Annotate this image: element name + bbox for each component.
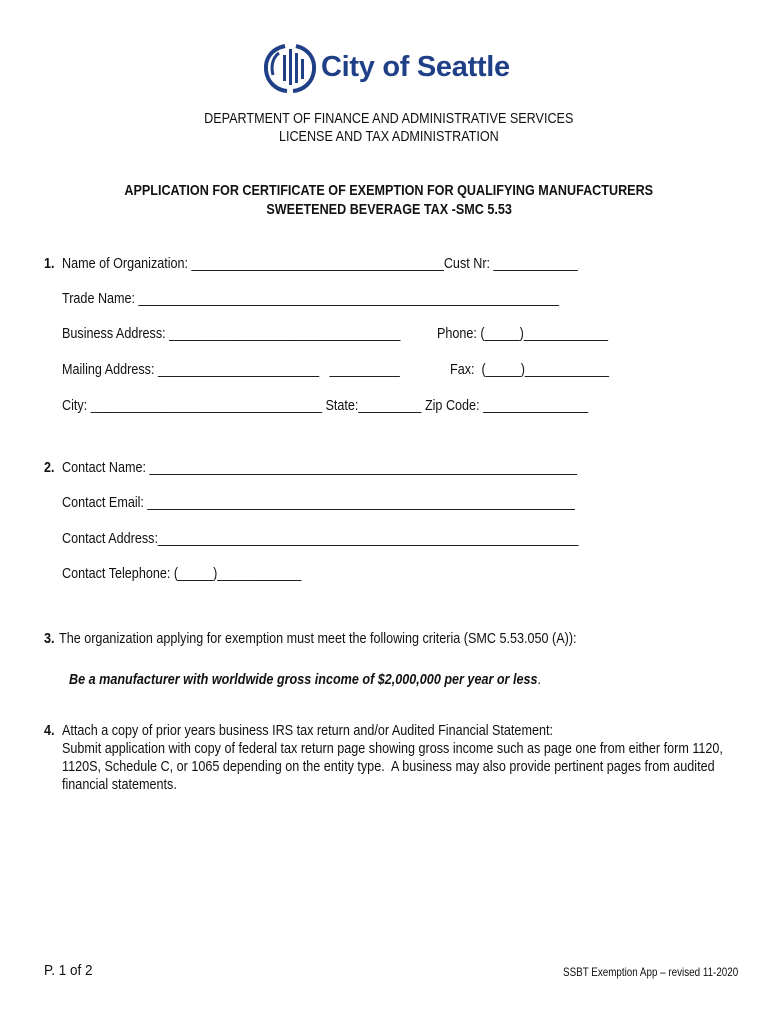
organization-name-field[interactable]: Name of Organization: ____________________________________Cust Nr: ____________	[62, 255, 578, 272]
contact-name-field[interactable]: Contact Name: _____________________________________________________________	[62, 459, 577, 476]
criteria-intro-text: The organization applying for exemption must meet the following criteria (SMC 5.53.050 (A)):	[59, 630, 577, 647]
mailing-address-field[interactable]: Mailing Address: _______________________ __________	[62, 361, 400, 378]
criteria-emphasis: Be a manufacturer with worldwide gross income of $2,000,000 per year or less	[69, 671, 538, 688]
section-1-number: 1.	[44, 255, 55, 272]
contact-address-field[interactable]: Contact Address:____________________________________________________________	[62, 530, 579, 547]
attachment-instruction: Attach a copy of prior years business IRS tax return and/or Audited Financial Statement:	[62, 722, 553, 739]
division-heading: LICENSE AND TAX ADMINISTRATION	[279, 128, 500, 145]
phone-field[interactable]: Phone: (_____)____________	[437, 325, 608, 342]
attachment-detail-line3: financial statements.	[62, 776, 177, 793]
contact-telephone-field[interactable]: Contact Telephone: (_____)____________	[62, 565, 302, 582]
criteria-period: .	[537, 671, 541, 688]
business-address-field[interactable]: Business Address: _________________________________	[62, 325, 401, 342]
criteria-statement	[62, 654, 541, 688]
revision-note: SSBT Exemption App – revised 11-2020	[563, 965, 739, 979]
page-number: P. 1 of 2	[44, 962, 93, 979]
section-2-number: 2.	[44, 459, 55, 476]
department-heading: DEPARTMENT OF FINANCE AND ADMINISTRATIVE SERVICES	[204, 110, 574, 127]
city-seal-logo-icon	[263, 43, 318, 93]
fax-field[interactable]: Fax: (_____)____________	[450, 361, 610, 378]
form-title-line1: APPLICATION FOR CERTIFICATE OF EXEMPTION FOR QUALIFYING MANUFACTURERS	[124, 182, 654, 199]
trade-name-field[interactable]: Trade Name: ____________________________________________________________	[62, 290, 560, 307]
logo-text: City of Seattle	[321, 51, 510, 83]
form-title-line2: SWEETENED BEVERAGE TAX -SMC 5.53	[266, 201, 512, 218]
attachment-detail-line1: Submit application with copy of federal tax return page showing gross income such as page one from either form 1120,	[62, 740, 723, 757]
attachment-detail-line2: 1120S, Schedule C, or 1065 depending on the entity type. A business may also provide pertinent pages from audited	[62, 758, 715, 775]
city-state-zip-field[interactable]: City: _________________________________ State:_________ Zip Code: _______________	[62, 397, 589, 414]
section-3-number: 3.	[44, 630, 55, 647]
section-4-number: 4.	[44, 722, 55, 739]
contact-email-field[interactable]: Contact Email: _____________________________________________________________	[62, 494, 575, 511]
